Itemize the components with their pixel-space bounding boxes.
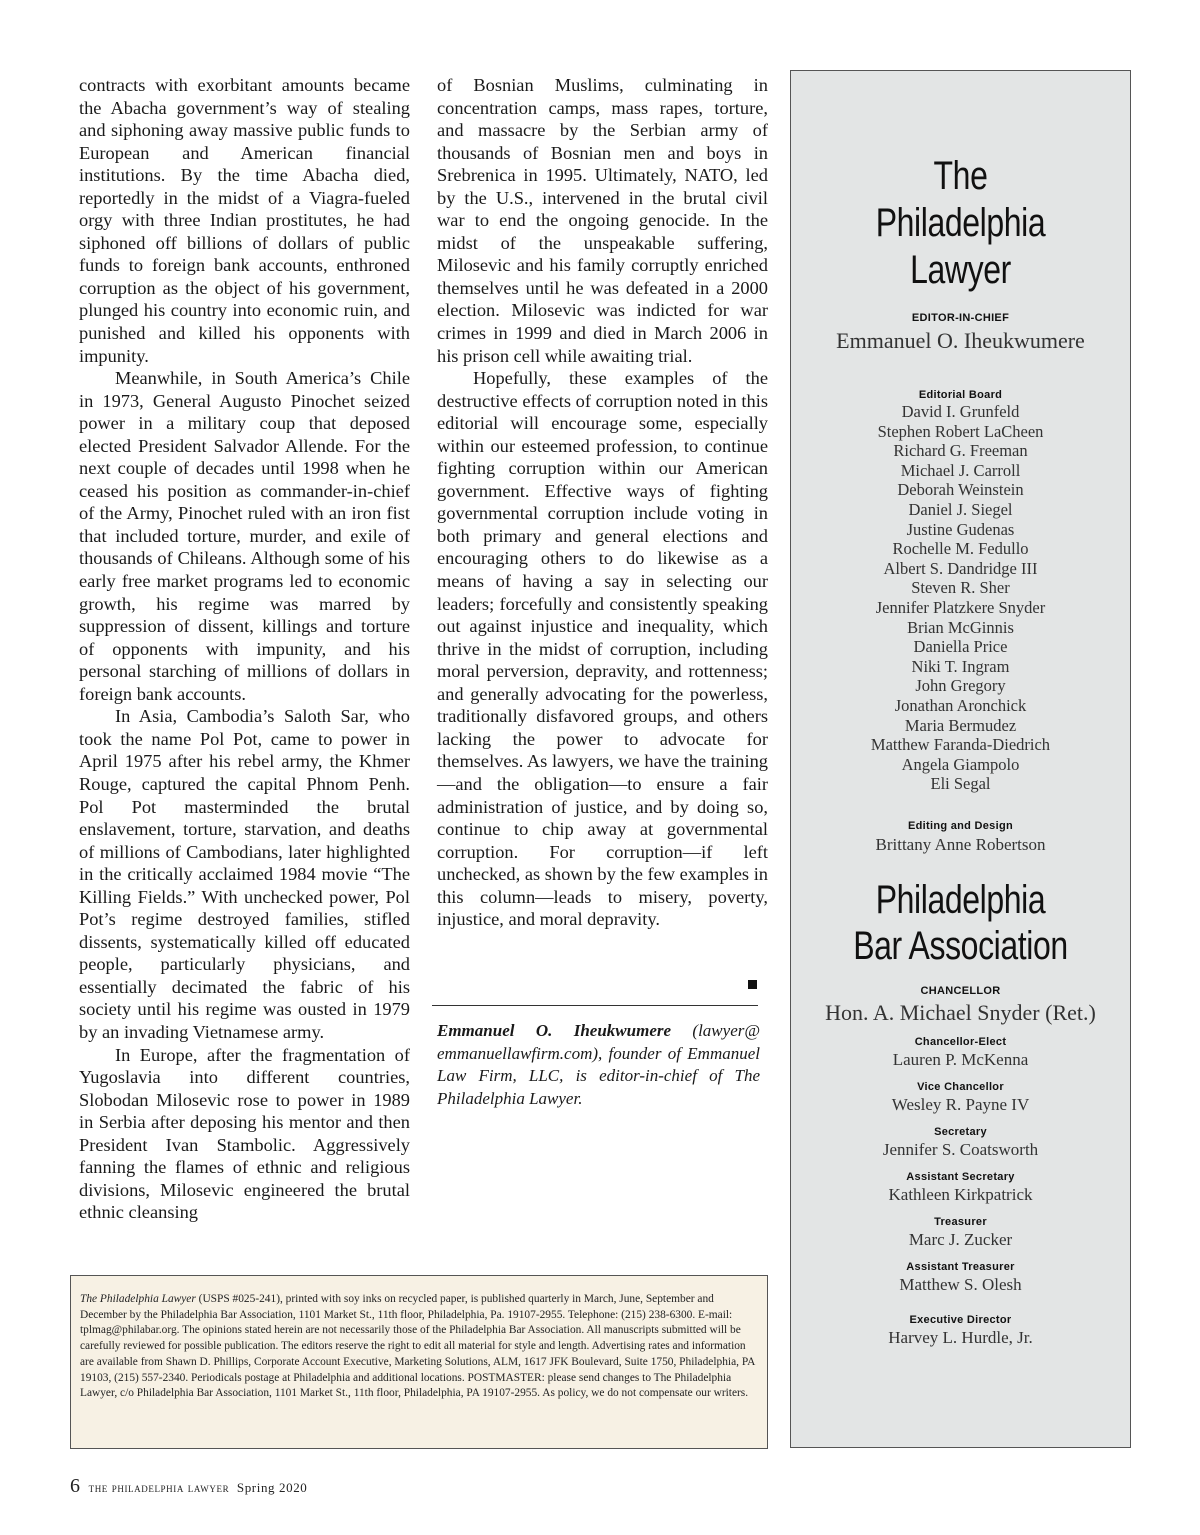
board-member: Jennifer Platzkere Snyder: [875, 597, 1046, 617]
masthead-line: Philadelphia: [875, 878, 1046, 922]
board-member: Richard G. Freeman: [893, 441, 1028, 461]
masthead-line: Lawyer: [910, 248, 1011, 292]
officer-label: Vice Chancellor: [917, 1081, 1004, 1093]
editorial-board-list: [791, 402, 1130, 794]
board-member: Matthew Faranda-Diedrich: [870, 735, 1051, 755]
board-member: Rochelle M. Fedullo: [892, 539, 1029, 559]
board-member: Justine Gudenas: [906, 519, 1015, 539]
folio-publication: the philadelphia lawyer: [88, 1480, 230, 1495]
article-column-1: [79, 74, 410, 1224]
author-bio-text: (lawyer@ emmanuellawfirm.com), founder of Emmanuel Law Firm, LLC, is editor-in-chief of The Philadelphia Lawyer.: [437, 1021, 760, 1108]
officer-name: Wesley R. Payne IV: [891, 1095, 1030, 1114]
masthead-line: Philadelphia: [875, 201, 1046, 245]
board-member: Angela Giampolo: [901, 754, 1020, 774]
editor-in-chief-name: Emmanuel O. Iheukwumere: [836, 328, 1085, 353]
article-paragraph: of Bosnian Muslims, culminating in concentration camps, mass rapes, torture, and massacre by the Serbian army of thousands of Bosnian men and boys in Srebrenica in 1995. Ultimately, NATO, led by the U.S., intervened in the brutal civil war to end the ongoing genocide. In the midst of the unspeakable suffering, Milosevic and his family corruptly enriched themselves until he was defeated in a 2000 election. Milosevic was indicted for war crimes in 1999 and died in March 2006 in his prison cell while awaiting trial.: [437, 75, 768, 366]
article-paragraph: In Europe, after the fragmentation of Yugoslavia into different countries, Slobodan Milosevic rose to power in 1989 in Serbia after deposing his mentor and then President Ivan Stambolic. Aggressively fanning the flames of ethnic and religious divisions, Milosevic engineered the brutal ethnic cleansing: [79, 1044, 410, 1223]
editing-design-name: Brittany Anne Robertson: [875, 835, 1046, 854]
page-folio: [70, 1475, 307, 1498]
page-number: 6: [70, 1475, 81, 1497]
board-member: Deborah Weinstein: [897, 480, 1024, 500]
editor-in-chief-label: EDITOR-IN-CHIEF: [911, 312, 1010, 324]
article-paragraph: Hopefully, these examples of the destructive effects of corruption noted in this editorial will encourage some, especially within our esteemed profession, to continue fighting corruption within our American government. Effective ways of fighting governmental corruption include voting in both primary and general elections and encouraging others to do likewise as a means of having a say in selecting our leaders; forcefully and consistently speaking out against injustice and inequality, which thrive in the midst of corruption, including moral perversion, depravity, and rottenness; and generally advocating for the powerless, traditionally disfavored groups, and others lacking the power to advocate for themselves. As lawyers, we have the training—and the obligation—to ensure a fair administration of justice, and by doing so, continue to chip away at governmental corruption. For corruption—if left unchecked, as shown by the few examples in this column—leads to misery, poverty, injustice, and moral depravity.: [437, 368, 768, 930]
board-member: Niki T. Ingram: [911, 656, 1010, 676]
author-name: Emmanuel O. Iheukwumere: [437, 1021, 672, 1040]
publication-info-text: (USPS #025-241), printed with soy inks on recycled paper, is published quarterly in March, June, September and December by the Philadelphia Bar Association, 1101 Market St., 11th floor, Philadelphia, Pa. 19107-2955. Telephone: (215) 238-6300. E-mail: tplmag@philabar.org. The opinions stated herein are not necessarily those of the Philadelphia Bar Association. All manuscripts submitted will be carefully reviewed for possible publication. The editors reserve the right to edit all material for style and length. Advertising rates and information are available from Shawn D. Phillips, Corporate Account Executive, Marketing Solutions, ALM, 1617 JFK Boulevard, Suite 1750, Philadelphia, PA 19103, (215) 557-2340. Periodicals postage at Philadelphia and additional locations. POSTMASTER: please send changes to The Philadelphia Lawyer, c/o Philadelphia Bar Association, 1101 Market St., 11th floor, Philadelphia, PA 19107-2955. As policy, we do not compensate our writers.: [80, 1293, 755, 1400]
masthead-line: The: [933, 154, 988, 198]
officer-name: Jennifer S. Coatsworth: [882, 1140, 1039, 1159]
officer-name: Harvey L. Hurdle, Jr.: [888, 1328, 1033, 1347]
editorial-board-label: Editorial Board: [918, 389, 1003, 401]
author-bio: [437, 1020, 760, 1110]
officer-label: Executive Director: [909, 1314, 1012, 1326]
board-member: Daniel J. Siegel: [908, 499, 1013, 519]
masthead-sidebar: [790, 70, 1131, 1448]
publication-info-title: The Philadelphia Lawyer: [80, 1293, 196, 1305]
board-member: Albert S. Dandridge III: [883, 558, 1038, 578]
board-member: David I. Grunfeld: [901, 402, 1020, 421]
officer-label: Assistant Treasurer: [906, 1261, 1015, 1273]
officer-name: Kathleen Kirkpatrick: [888, 1185, 1033, 1204]
officer-name: Marc J. Zucker: [908, 1230, 1013, 1249]
end-of-article-mark: [748, 980, 757, 989]
officer-label: Treasurer: [934, 1216, 987, 1228]
divider-rule: [432, 1005, 758, 1006]
masthead-line: Bar Association: [853, 924, 1068, 968]
association-masthead: [825, 877, 1096, 969]
board-member: Jonathan Aronchick: [894, 695, 1027, 715]
board-member: Eli Segal: [930, 774, 991, 794]
chancellor-name: Hon. A. Michael Snyder (Ret.): [825, 1000, 1096, 1025]
board-member: Brian McGinnis: [907, 617, 1014, 637]
folio-issue: Spring 2020: [236, 1480, 308, 1495]
article-paragraph: contracts with exorbitant amounts became the Abacha government’s way of stealing and siphoning away massive public funds to European and American financial institutions. By the time Abacha died, reportedly in the midst of a Viagra-fueled orgy with three Indian prostitutes, he had siphoned off billions of dollars of public funds to foreign bank accounts, enthroned corruption as the object of his government, plunged his country into economic ruin, and punished and killed his opponents with impunity.: [79, 75, 410, 366]
article-column-2: [437, 74, 768, 931]
officer-name: Matthew S. Olesh: [899, 1275, 1022, 1294]
officer-label: Chancellor-Elect: [914, 1036, 1007, 1048]
article-paragraph: In Asia, Cambodia’s Saloth Sar, who took the name Pol Pot, came to power in April 1975 after his rebel army, the Khmer Rouge, captured the capital Phnom Penh. Pol Pot masterminded the brutal enslavement, torture, starvation, and deaths of millions of Cambodians, later highlighted in the critically acclaimed 1984 movie “The Killing Fields.” With unchecked power, Pol Pot’s regime destroyed families, stifled dissents, systematically killed off educated people, particularly physicians, and essentially decimated the fabric of his society until his regime was ousted in 1979 by an invading Vietnamese army.: [79, 706, 410, 1042]
publication-masthead: [825, 153, 1096, 294]
editing-design-label: Editing and Design: [907, 820, 1013, 832]
board-member: Maria Bermudez: [904, 715, 1017, 735]
chancellor-label: CHANCELLOR: [920, 985, 1001, 997]
board-member: Michael J. Carroll: [900, 460, 1021, 480]
officer-name: Lauren P. McKenna: [892, 1050, 1029, 1069]
article-paragraph: Meanwhile, in South America’s Chile in 1973, General Augusto Pinochet seized power in a military coup that deposed elected President Salvador Allende. For the next couple of decades until 1998 when he ceased his position as commander-in-chief of the Army, Pinochet ruled with an iron fist that included torture, murder, and exile of thousands of Chileans. Although some of his early free market programs led to economic growth, his regime was marred by suppression of dissent, killings and torture of opponents with impunity, and his personal starching of millions of dollars in foreign bank accounts.: [79, 368, 410, 704]
publication-info-box: [70, 1275, 768, 1449]
officer-label: Assistant Secretary: [906, 1171, 1015, 1183]
board-member: John Gregory: [915, 676, 1006, 696]
board-member: Daniella Price: [913, 637, 1008, 657]
board-member: Stephen Robert LaCheen: [877, 421, 1044, 441]
officer-label: Secretary: [934, 1126, 987, 1138]
board-member: Steven R. Sher: [911, 578, 1010, 598]
